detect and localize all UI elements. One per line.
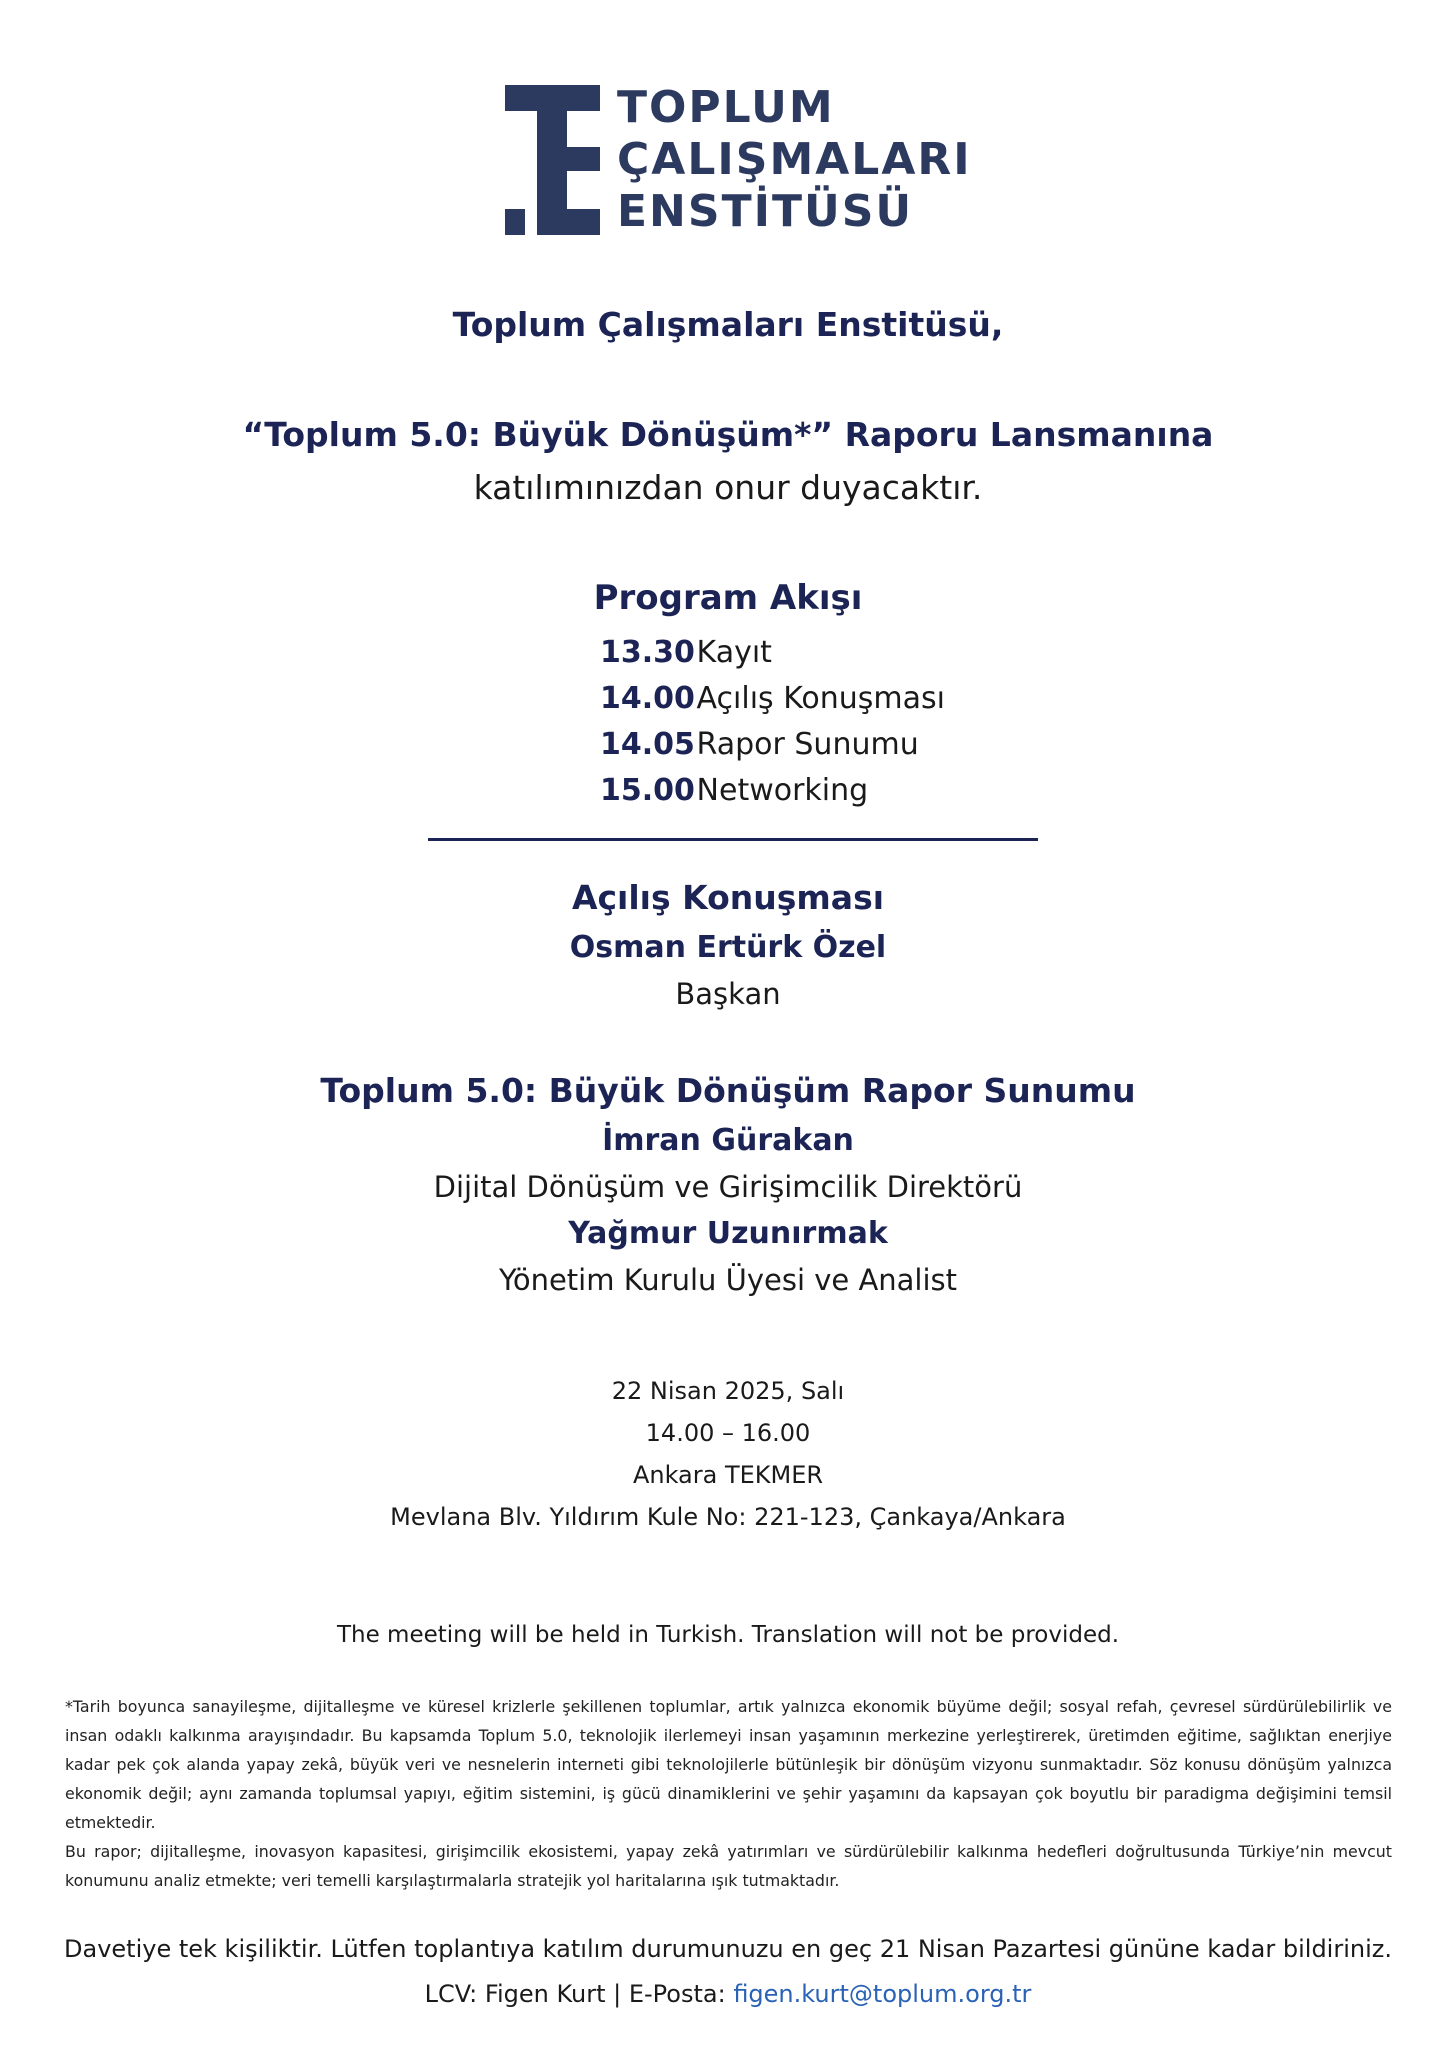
program-item bbox=[600, 630, 1020, 676]
program-heading: Program Akışı bbox=[593, 578, 863, 618]
opening-speaker-role: Başkan bbox=[675, 977, 781, 1011]
event-time: 14.00 – 16.00 bbox=[645, 1419, 811, 1447]
event-address: Mevlana Blv. Yıldırım Kule No: 221-123, Çankaya/Ankara bbox=[390, 1503, 1066, 1531]
event-title: “Toplum 5.0: Büyük Dönüşüm*” Raporu Lansmanına bbox=[242, 415, 1214, 454]
report-speaker-name: İmran Gürakan bbox=[602, 1123, 854, 1158]
footnote bbox=[65, 1692, 1392, 1895]
institute-logo bbox=[495, 70, 972, 250]
invitation-note: Davetiye tek kişiliktir. Lütfen toplantıya katılım durumunuzu en geç 21 Nisan Pazartesi gününe kadar bildiriniz. bbox=[64, 1935, 1392, 1963]
program-label: Açılış Konuşması bbox=[696, 681, 945, 716]
report-speaker-role: Yönetim Kurulu Üyesi ve Analist bbox=[498, 1263, 958, 1297]
report-speaker-role: Dijital Dönüşüm ve Girişimcilik Direktörü bbox=[433, 1170, 1023, 1204]
event-subtitle: katılımınızdan onur duyacaktır. bbox=[473, 468, 983, 507]
logo-line-3: ENSTİTÜSÜ bbox=[617, 186, 914, 237]
event-date: 22 Nisan 2025, Salı bbox=[611, 1377, 845, 1405]
logo-mark-icon bbox=[505, 85, 600, 235]
program-time: 13.30 bbox=[600, 635, 695, 670]
program-label: Kayıt bbox=[696, 635, 772, 670]
logo-line-2: ÇALIŞMALARI bbox=[617, 134, 972, 185]
program-time: 14.00 bbox=[600, 681, 695, 716]
footnote-paragraph: Bu rapor; dijitalleşme, inovasyon kapasitesi, girişimcilik ekosistemi, yapay zekâ yatırımları ve sürdürülebilir kalkınma hedefleri doğrultusunda Türkiye’nin mevcut konumunu analiz etmekte; veri temelli karşılaştırmalarla stratejik yol haritalarına ışık tutmaktadır. bbox=[65, 1842, 1392, 1890]
program-time: 14.05 bbox=[600, 727, 695, 762]
event-venue: Ankara TEKMER bbox=[632, 1461, 824, 1489]
logo-text bbox=[617, 82, 972, 238]
report-speaker-name: Yağmur Uzunırmak bbox=[568, 1216, 888, 1251]
opening-speaker-name: Osman Ertürk Özel bbox=[569, 930, 887, 965]
program-label: Networking bbox=[696, 773, 869, 808]
email-link[interactable]: figen.kurt@toplum.org.tr bbox=[733, 1980, 1032, 2008]
footnote-paragraph: *Tarih boyunca sanayileşme, dijitalleşme ve küresel krizlerle şekillenen toplumlar, artık yalnızca ekonomik büyüme değil; sosyal refah, çevresel sürdürülebilirlik ve insan odaklı kalkınma arayışındadır. Bu kapsamda Toplum 5.0, teknolojik ilerlemeyi insan yaşamının merkezine yerleştirerek, üretimden eğitime, sağlıktan enerjiye kadar pek çok alanda yapay zekâ, büyük veri ve nesnelerin interneti gibi teknolojilerle bütünleşik bir dönüşüm vizyonu sunmaktadır. Söz konusu dönüşüm yalnızca ekonomik değil; aynı zamanda toplumsal yapıyı, eğitim sistemini, iş gücü dinamiklerini ve şehir yaşamını da kapsayan çok boyutlu bir paradigma değişimini temsil etmektedir. bbox=[65, 1697, 1392, 1832]
program-label: Rapor Sunumu bbox=[696, 727, 919, 762]
rsvp-contact bbox=[0, 1980, 1456, 2008]
section-divider bbox=[428, 838, 1038, 841]
opening-heading: Açılış Konuşması bbox=[571, 878, 885, 917]
institution-name: Toplum Çalışmaları Enstitüsü, bbox=[452, 305, 1004, 344]
program-item bbox=[600, 722, 1020, 768]
language-note: The meeting will be held in Turkish. Translation will not be provided. bbox=[336, 1622, 1120, 1648]
rsvp-label: LCV: Figen Kurt | E-Posta: bbox=[424, 1980, 726, 2008]
report-heading: Toplum 5.0: Büyük Dönüşüm Rapor Sunumu bbox=[320, 1071, 1136, 1110]
program-item bbox=[600, 676, 1020, 722]
program-time: 15.00 bbox=[600, 773, 695, 808]
program-list bbox=[600, 630, 1020, 814]
event-info bbox=[0, 1370, 1456, 1538]
logo-line-1: TOPLUM bbox=[617, 82, 835, 133]
program-item bbox=[600, 768, 1020, 814]
